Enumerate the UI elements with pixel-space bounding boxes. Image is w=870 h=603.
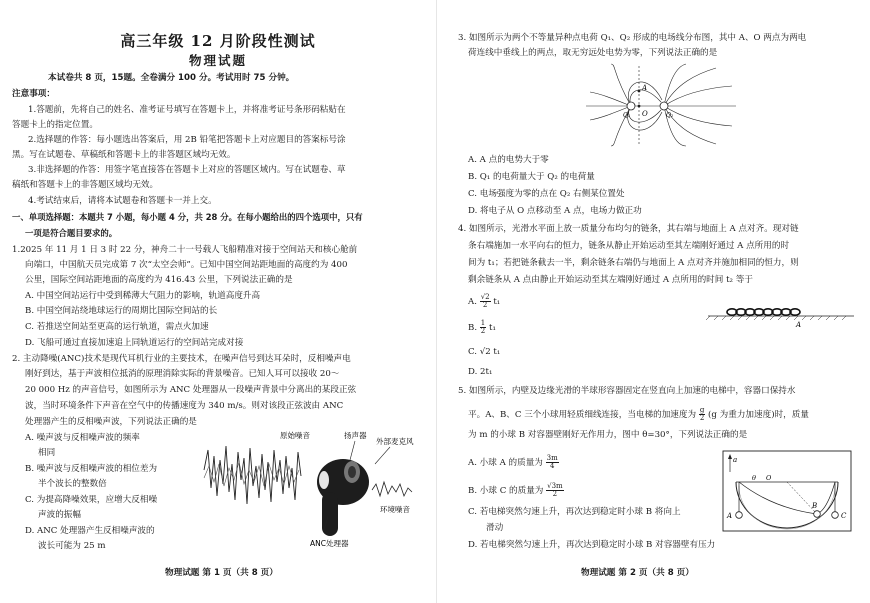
label-point-o: O — [642, 110, 648, 118]
label-speaker: 扬声器 — [344, 431, 367, 440]
q2-option-a-cont: 相同 — [38, 448, 56, 458]
ball-b — [814, 511, 821, 518]
q1-option-d[interactable]: D. 飞船可通过直接加速追上同轨道运行的空间站完成对接 — [25, 338, 244, 348]
q2-option-d-cont: 波长可能为 25 m — [38, 541, 106, 551]
label-q1: Q₁ — [623, 112, 631, 119]
fraction: $\frac{g}{2}$ — [699, 406, 705, 422]
page-footer: 物理试题 第 1 页（共 8 页） — [165, 568, 278, 578]
q2-stem: 刚好到达，基于声波相位抵消的原理消除实际的背景噪音。已知人耳可以接收 20～ — [25, 369, 340, 379]
q1-stem: 1.2025 年 11 月 1 日 3 时 22 分，神舟二十一号载人飞船精准对接于空间站天和核心舱前 — [12, 245, 358, 255]
q5-option-a[interactable]: A. 小球 A 的质量为 $\frac{3m}{4}$ — [468, 454, 558, 470]
q2-stem: 2. 主动降噪(ANC)技术是现代耳机行业的主要技术，在噪声信号到达耳朵时，反相噪声电 — [12, 354, 351, 364]
note-line: 答题卡上的指定位置。 — [12, 120, 98, 130]
charge-q1 — [627, 102, 635, 110]
exam-subtitle: 物理试题 — [188, 53, 247, 68]
q3-option-b[interactable]: B. Q₁ 的电荷量大于 Q₂ 的电荷量 — [468, 172, 595, 182]
page-2 — [436, 0, 870, 603]
exam-title: 高三年级 12 月阶段性测试 — [120, 32, 316, 50]
q2-stem: 波，当时环境条件下声音在空气中的传播速度为 340 m/s。则对该段正弦波由 ANC — [25, 401, 344, 411]
q4-option-a[interactable] — [468, 294, 500, 309]
fraction: $\frac{3m}{4}$ — [546, 454, 558, 470]
q5-option-d[interactable]: D. 若电梯突然匀速上升，再次达到稳定时小球 B 对容器壁有压力 — [468, 540, 716, 550]
q3-stem: 3. 如图所示为两个不等量异种点电荷 Q₁、Q₂ 形成的电场线分布图，其中 A、O 两点为两电 — [458, 33, 807, 43]
q4-option-c[interactable] — [468, 348, 500, 357]
q2-option-c[interactable]: C. 为提高降噪效果，应增大反相噪 — [25, 495, 158, 505]
q4-stem: 间为 t₁；若把链条截去一半，剩余链条右端仍与地面上 A 点对齐并施加相同的恒力，则 — [468, 258, 799, 268]
q2-option-d[interactable]: D. ANC 处理器产生反相噪声波的 — [25, 526, 155, 536]
option-tail: t₁ — [493, 297, 501, 307]
option-letter: A. — [468, 297, 477, 307]
q1-stem: 向端口，中国航天员完成第 7 次“太空会师”。已知中国空间站距地面的高度约为 400 — [25, 260, 348, 270]
q2-anc-figure — [200, 430, 430, 554]
note-line: 1.答题前，先将自己的姓名、准考证号填写在答题卡上，并将准考证号条形码粘贴在 — [28, 105, 346, 115]
exam-info: 本试卷共 8 页，15题。全卷满分 100 分。考试用时 75 分钟。 — [48, 73, 295, 83]
label-theta: θ — [752, 474, 756, 482]
q2-option-b[interactable]: B. 噪声波与反相噪声波的相位差为 — [25, 464, 158, 474]
q5-stem: 平。A、B、C 三个小球用轻质细线连接，当电梯的加速度为 $\frac{g}{2}$ (g 为重力加速度)时，质量 — [468, 406, 809, 422]
label-point-a: A — [796, 321, 802, 329]
q5-stem: 5. 如图所示，内壁及边缘光滑的半球形容器固定在竖直向上加速的电梯中，容器口保持水 — [458, 386, 796, 396]
fraction: $\frac{√2}{2}$ — [480, 293, 490, 309]
q4-stem: 条右端施加一水平向右的恒力，链条从静止开始运动至其左端刚好通过 A 点所用的时 — [468, 241, 790, 251]
page-footer: 物理试题 第 2 页（共 8 页） — [581, 568, 694, 578]
fraction: $\frac{1}{2}$ — [480, 319, 486, 335]
q4-option-b[interactable] — [468, 320, 496, 335]
label-ball-c: C — [841, 512, 847, 520]
q1-option-a[interactable]: A. 中国空间站运行中受到稀薄大气阻力的影响，轨道高度升高 — [25, 291, 261, 301]
fraction: $\frac{√3m}{2}$ — [547, 482, 563, 498]
note-line: 2.选择题的作答：每小题选出答案后，用 2B 铅笔把答题卡上对应题目的答案标号涂 — [28, 135, 346, 145]
label-center: O — [766, 474, 772, 482]
note-line: 稿纸和答题卡上的非答题区域均无效。 — [12, 180, 159, 190]
option-letter: B. — [468, 323, 478, 333]
label-acceleration: a — [733, 456, 738, 464]
q5-option-c-cont: 滑动 — [486, 523, 504, 533]
q5-option-c[interactable]: C. 若电梯突然匀速上升，再次达到稳定时小球 B 将向上 — [468, 507, 681, 517]
label-q2: Q₂ — [666, 112, 674, 119]
q4-chain-diagram — [706, 302, 856, 330]
q3-stem: 荷连线中垂线上的两点，取无穷远处电势为零，下列说法正确的是 — [468, 48, 718, 58]
q1-stem: 公里，国际空间站距地面的高度约为 416.43 公里，下列说法正确的是 — [25, 275, 293, 285]
q5-option-b[interactable]: B. 小球 C 的质量为 $\frac{√3m}{2}$ — [468, 482, 563, 498]
q5-stem: 为 m 的小球 B 对容器壁刚好无作用力，图中 θ=30°，下列说法正确的是 — [468, 430, 748, 440]
q3-option-d[interactable]: D. 将电子从 O 点移动至 A 点，电场力做正功 — [468, 206, 642, 216]
q4-stem: 剩余链条从 A 点由静止开始运动至其左端刚好通过 A 点所用的时间 t₂ 等于 — [468, 275, 753, 285]
note-line: 3.非选择题的作答：用签字笔直接答在答题卡上对应的答题区域内。写在试题卷、草 — [28, 165, 346, 175]
q2-stem: 20 000 Hz 的声音信号，如图所示为 ANC 处理器从一段噪声背景中分离出的某段正弦 — [25, 385, 357, 395]
option-tail: √2 t₁ — [479, 347, 501, 357]
section-heading: 一、单项选择题：本题共 7 小题，每小题 4 分，共 28 分。在每小题给出的四个选项中，只有 — [12, 212, 363, 222]
label-ball-a: A — [727, 512, 733, 520]
q3-option-c[interactable]: C. 电场强度为零的点在 Q₂ 右侧某位置处 — [468, 189, 625, 199]
note-line: 黑。写在试题卷、草稿纸和答题卡上的非答题区域均无效。 — [12, 150, 236, 160]
ball-a — [736, 512, 743, 519]
notice-title: 注意事项： — [12, 89, 55, 99]
chain-icon — [727, 309, 800, 315]
q2-option-a[interactable]: A. 噪声波与反相噪声波的频率 — [25, 433, 140, 443]
q2-option-c-cont: 声波的振幅 — [38, 510, 81, 520]
option-tail: t₁ — [489, 323, 496, 333]
label-original-noise: 原始噪音 — [280, 431, 310, 440]
q1-option-c[interactable]: C. 若推送空间站至更高的运行轨道，需点火加速 — [25, 322, 209, 332]
label-ambient-noise: 环境噪音 — [380, 505, 410, 514]
q2-stem: 处理器产生的反相噪声波，下列说法正确的是 — [25, 417, 197, 427]
label-point-a: A — [642, 84, 648, 92]
q5-elevator-diagram — [722, 450, 852, 532]
ambient-waveform — [372, 482, 412, 496]
section-heading: 一项是符合题目要求的。 — [25, 228, 118, 238]
q4-option-d[interactable]: D. 2t₁ — [468, 367, 493, 377]
charge-q2 — [660, 102, 668, 110]
note-line: 4.考试结束后，请将本试题卷和答题卡一并上交。 — [28, 196, 217, 206]
q4-stem: 4. 如图所示，光滑水平面上放一质量分布均匀的链条，其右端与地面上 A 点对齐。现对链 — [458, 224, 799, 234]
option-letter: C. — [468, 347, 478, 357]
label-external-mic: 外部麦克风 — [376, 437, 414, 446]
earbud-icon — [317, 459, 369, 536]
q3-option-a[interactable]: A. A 点的电势大于零 — [468, 155, 549, 165]
q1-option-b[interactable]: B. 中国空间站绕地球运行的周期比国际空间站的长 — [25, 306, 218, 316]
label-ball-b: B — [812, 502, 818, 510]
ball-c — [832, 512, 839, 519]
q3-field-diagram — [586, 64, 736, 146]
label-anc-processor: ANC处理器 — [310, 539, 349, 548]
q2-option-b-cont: 半个波长的整数倍 — [38, 479, 107, 489]
